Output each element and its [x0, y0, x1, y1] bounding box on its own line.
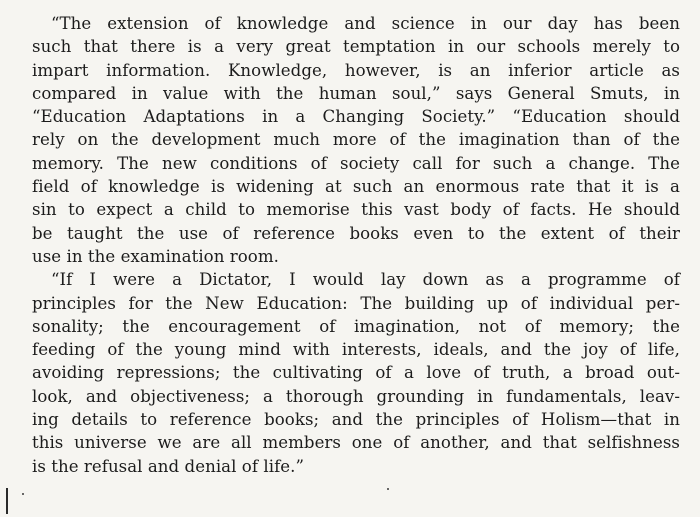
text-line: “The extension of knowledge and science in our day has been — [51, 14, 680, 33]
text-line: field of knowledge is widening at such an enormous rate that it is a — [32, 177, 680, 197]
text-line: ing details to reference books; and the principles of Holism—that in — [32, 410, 680, 430]
text-line: sonality; the encouragement of imagination, not of memory; the — [32, 316, 680, 336]
scan-margin-mark — [6, 488, 8, 514]
text-line: use in the examination room. — [32, 246, 279, 266]
text-line: is the refusal and denial of life.” — [32, 456, 304, 476]
text-line: principles for the New Education: The building up of individual per- — [32, 293, 680, 313]
text-line: such that there is a very great temptation in our schools merely to — [32, 37, 680, 57]
text-line: “Education Adaptations in a Changing Society.” “Education should — [32, 107, 680, 127]
text-line: rely on the development much more of the imagination than of the — [32, 130, 680, 150]
text-line: impart information. Knowledge, however, is an inferior article as — [32, 60, 680, 80]
text-line: feeding of the young mind with interests, ideals, and the joy of life, — [32, 340, 680, 360]
text-line: compared in value with the human soul,” says General Smuts, in — [32, 83, 680, 103]
text-line: memory. The new conditions of society call for such a change. The — [32, 153, 680, 173]
scan-speck — [22, 493, 24, 495]
text-line: be taught the use of reference books even to the extent of their — [32, 223, 680, 243]
text-line: “If I were a Dictator, I would lay down as a programme of — [51, 270, 680, 290]
text-line: sin to expect a child to memorise this vast body of facts. He should — [32, 200, 680, 220]
paragraph-2 — [32, 268, 680, 478]
scan-speck — [387, 488, 389, 490]
article-text — [32, 12, 680, 478]
text-line: avoiding repressions; the cultivating of a love of truth, a broad out- — [32, 363, 680, 383]
text-line: look, and objectiveness; a thorough grounding in fundamentals, leav- — [32, 386, 680, 406]
text-line: this universe we are all members one of another, and that selfishness — [32, 433, 680, 453]
paragraph-1 — [32, 12, 680, 268]
